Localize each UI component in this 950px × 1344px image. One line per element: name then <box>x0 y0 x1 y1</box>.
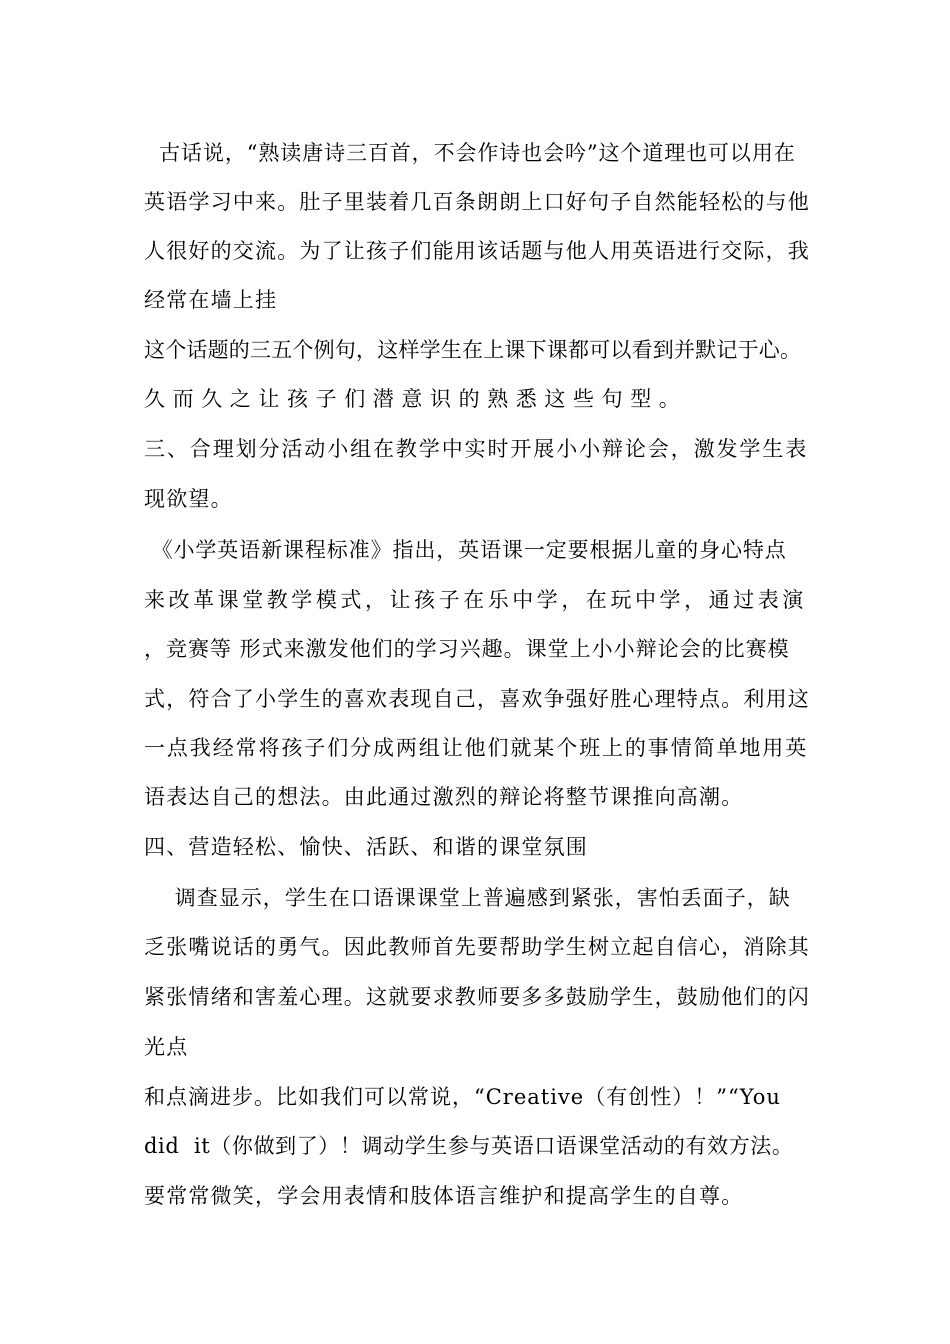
text-line: 来改革课堂教学模式，让孩子在乐中学，在玩中学，通过表演 <box>144 588 807 612</box>
text-line: 式，符合了小学生的喜欢表现自己，喜欢争强好胜心理特点。利用这 <box>144 687 810 711</box>
text-line: 英语学习中来。肚子里装着几百条朗朗上口好句子自然能轻松的与他 <box>144 190 810 214</box>
text-line: 光点 <box>144 1035 189 1059</box>
text-line: 和点滴进步。比如我们可以常说，“Creative（有创性）！”“You <box>144 1085 781 1109</box>
text-line: 四、营造轻松、愉快、活跃、和谐的课堂氛围 <box>144 835 588 859</box>
text-line: 一点我经常将孩子们分成两组让他们就某个班上的事情简单地用英 <box>144 736 809 760</box>
text-line: 紧张情绪和害羞心理。这就要求教师要多多鼓励学生，鼓励他们的闪 <box>144 985 810 1009</box>
text-line: 现欲望。 <box>144 487 233 511</box>
text-line: 要常常微笑，学会用表情和肢体语言维护和提高学生的自尊。 <box>144 1184 744 1208</box>
text-line: 古话说，“熟读唐诗三百首，不会作诗也会吟”这个道理也可以用在 <box>144 141 796 165</box>
text-line: 《小学英语新课程标准》指出，英语课一定要根据儿童的身心特点 <box>144 538 787 562</box>
text-line: 调查显示，学生在口语课课堂上普遍感到紧张，害怕丢面子，缺 <box>144 886 791 910</box>
text-line: 经常在墙上挂 <box>144 288 278 312</box>
text-line: 人很好的交流。为了让孩子们能用该话题与他人用英语进行交际，我 <box>144 239 810 263</box>
text-line: 三、合理划分活动小组在教学中实时开展小小辩论会，激发学生表 <box>144 437 809 461</box>
text-line: 语表达自己的想法。由此通过激烈的辩论将整节课推向高潮。 <box>144 785 744 809</box>
text-line: 这个话题的三五个例句，这样学生在上课下课都可以看到并默记于心。 <box>144 338 802 362</box>
text-line: 乏张嘴说话的勇气。因此教师首先要帮助学生树立起自信心，消除其 <box>144 935 810 959</box>
text-line: did it（你做到了）！调动学生参与英语口语课堂活动的有效方法。 <box>144 1134 794 1158</box>
text-line: 久而久之让孩子们潜意识的熟悉这些句型。 <box>144 387 688 411</box>
text-line: ，竞赛等 形式来激发他们的学习兴趣。课堂上小小辩论会的比赛模 <box>144 637 790 661</box>
